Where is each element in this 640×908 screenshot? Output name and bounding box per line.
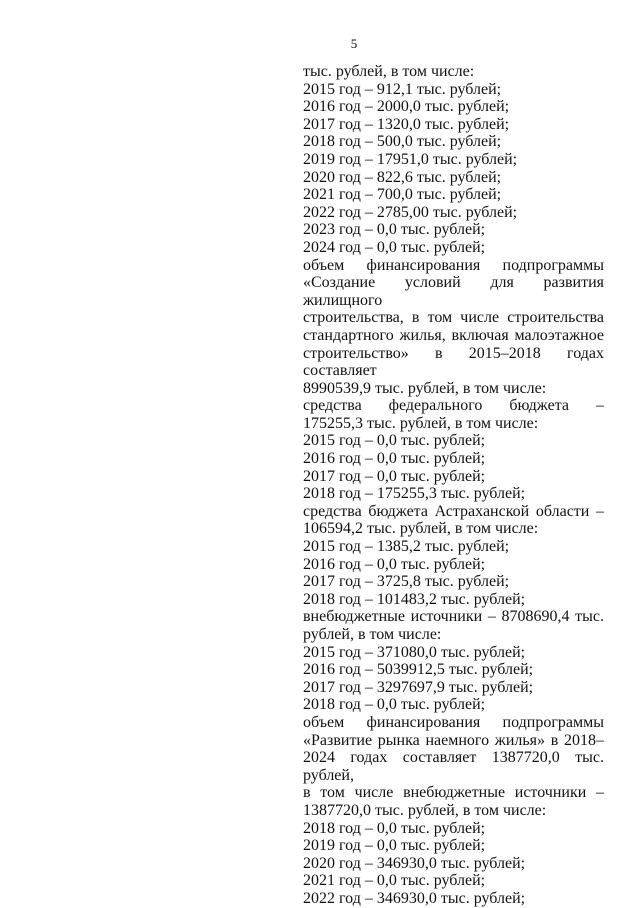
document-text-column <box>303 63 604 908</box>
text-line: 2017 год – 0,0 тыс. рублей; <box>303 467 486 485</box>
text-line: 2015 год – 1385,2 тыс. рублей; <box>303 538 510 556</box>
text-line: тыс. рублей, в том числе: <box>303 63 475 80</box>
text-line: «Создание условий для развития жилищного <box>303 274 604 309</box>
text-line: 2022 год – 2785,00 тыс. рублей; <box>303 203 518 221</box>
text-line: «Развитие рынка наемного жилья» в 2018– <box>303 731 604 749</box>
text-line: 106594,2 тыс. рублей, в том числе: <box>303 520 539 538</box>
text-line: средства бюджета Астраханской области – <box>303 502 604 520</box>
text-line: 2023 год – 0,0 тыс. рублей; <box>303 221 486 239</box>
text-line: 2017 год – 3297697,9 тыс. рублей; <box>303 678 534 696</box>
text-line: внебюджетные источники – 8708690,4 тыс. <box>303 608 604 626</box>
text-line: 2021 год – 0,0 тыс. рублей; <box>303 872 486 890</box>
text-line: 2017 год – 3725,8 тыс. рублей; <box>303 573 510 591</box>
text-line: 2021 год – 700,0 тыс. рублей; <box>303 186 502 204</box>
text-line: 175255,3 тыс. рублей, в том числе: <box>303 414 539 432</box>
text-line: 2020 год – 346930,0 тыс. рублей; <box>303 854 526 872</box>
text-line: 2015 год – 912,1 тыс. рублей; <box>303 80 502 98</box>
text-line: 2015 год – 0,0 тыс. рублей; <box>303 432 486 450</box>
text-line: стандартного жилья, включая малоэтажное <box>303 326 604 344</box>
text-line: 2018 год – 0,0 тыс. рублей; <box>303 696 486 714</box>
text-line: 2024 годах составляет 1387720,0 тыс. рублей, <box>303 749 604 784</box>
text-line: 2019 год – 17951,0 тыс. рублей; <box>303 150 518 168</box>
text-line: в том числе внебюджетные источники – <box>303 784 604 802</box>
text-line: рублей, в том числе: <box>303 626 442 643</box>
text-line: строительства, в том числе строительства <box>303 309 604 327</box>
text-line: 2016 год – 5039912,5 тыс. рублей; <box>303 661 534 679</box>
text-line: средства федерального бюджета – <box>303 397 604 415</box>
text-line: 2018 год – 500,0 тыс. рублей; <box>303 133 502 151</box>
text-line: 2016 год – 0,0 тыс. рублей; <box>303 450 486 468</box>
text-line: 2019 год – 0,0 тыс. рублей; <box>303 837 486 855</box>
text-line: 1387720,0 тыс. рублей, в том числе: <box>303 801 547 819</box>
text-line: 2018 год – 0,0 тыс. рублей; <box>303 819 486 837</box>
text-line: 8990539,9 тыс. рублей, в том числе: <box>303 379 547 397</box>
text-line: 2020 год – 822,6 тыс. рублей; <box>303 168 502 186</box>
text-line: строительство» в 2015–2018 годах составляет <box>303 344 604 380</box>
text-line: объем финансирования подпрограммы <box>303 713 604 731</box>
page-number: 5 <box>350 36 358 51</box>
text-line: 2018 год – 175255,3 тыс. рублей; <box>303 485 526 503</box>
text-line: 2015 год – 371080,0 тыс. рублей; <box>303 643 526 661</box>
text-line: 2017 год – 1320,0 тыс. рублей; <box>303 115 510 133</box>
text-line: объем финансирования подпрограммы <box>303 256 604 274</box>
text-line: 2024 год – 0,0 тыс. рублей; <box>303 238 486 256</box>
text-line: 2016 год – 2000,0 тыс. рублей; <box>303 98 510 116</box>
text-line: 2018 год – 101483,2 тыс. рублей; <box>303 590 526 608</box>
text-line: 2016 год – 0,0 тыс. рублей; <box>303 555 486 573</box>
text-line: 2022 год – 346930,0 тыс. рублей; <box>303 889 526 907</box>
